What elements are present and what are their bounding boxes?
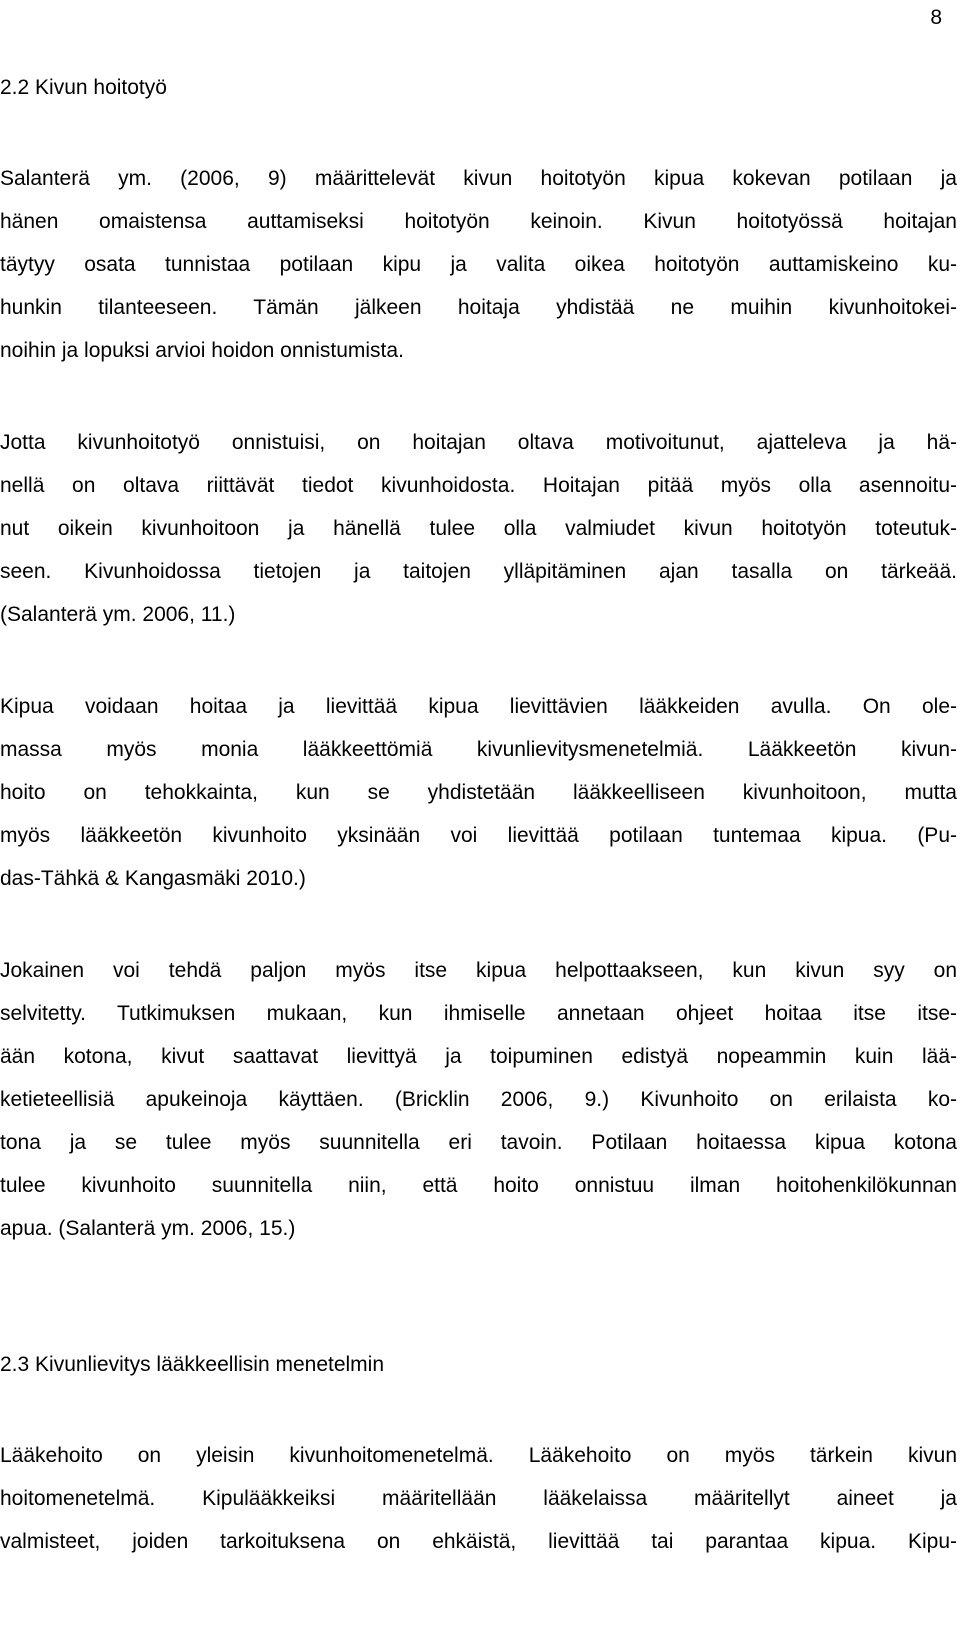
paragraph-line: Lääkehoito on yleisin kivunhoitomenetelmä. Lääkehoito on myös tärkein kivun xyxy=(0,1444,957,1467)
paragraph-line: (Salanterä ym. 2006, 11.) xyxy=(0,603,236,626)
paragraph-line: tona ja se tulee myös suunnitella eri tavoin. Potilaan hoitaessa kipua kotona xyxy=(0,1131,957,1154)
paragraph-line: nut oikein kivunhoitoon ja hänellä tulee olla valmiudet kivun hoitotyön toteutuk- xyxy=(0,517,957,540)
paragraph-line: massa myös monia lääkkeettömiä kivunlievitysmenetelmiä. Lääkkeetön kivun- xyxy=(0,738,957,761)
section-heading: 2.3 Kivunlievitys lääkkeellisin menetelmin xyxy=(0,1353,385,1376)
paragraph-line: Salanterä ym. (2006, 9) määrittelevät kivun hoitotyön kipua kokevan potilaan ja xyxy=(0,167,957,190)
paragraph-line: hunkin tilanteeseen. Tämän jälkeen hoitaja yhdistää ne muihin kivunhoitokei- xyxy=(0,296,957,319)
paragraph-line: noihin ja lopuksi arvioi hoidon onnistumista. xyxy=(0,339,404,362)
paragraph-line: myös lääkkeetön kivunhoito yksinään voi lievittää potilaan tuntemaa kipua. (Pu- xyxy=(0,824,957,847)
paragraph-line: hoitomenetelmä. Kipulääkkeiksi määritellään lääkelaissa määritellyt aineet ja xyxy=(0,1487,957,1510)
paragraph-line: Jotta kivunhoitotyö onnistuisi, on hoitajan oltava motivoitunut, ajatteleva ja hä- xyxy=(0,431,957,454)
paragraph-line: selvitetty. Tutkimuksen mukaan, kun ihmiselle annetaan ohjeet hoitaa itse itse- xyxy=(0,1002,957,1025)
paragraph-line: tulee kivunhoito suunnitella niin, että hoito onnistuu ilman hoitohenkilökunnan xyxy=(0,1174,957,1197)
paragraph-line: täytyy osata tunnistaa potilaan kipu ja valita oikea hoitotyön auttamiskeino ku- xyxy=(0,253,957,276)
paragraph-line: nellä on oltava riittävät tiedot kivunhoidosta. Hoitajan pitää myös olla asennoitu- xyxy=(0,474,957,497)
paragraph-line: seen. Kivunhoidossa tietojen ja taitojen ylläpitäminen ajan tasalla on tärkeää. xyxy=(0,560,957,583)
paragraph-line: valmisteet, joiden tarkoituksena on ehkäistä, lievittää tai parantaa kipua. Kipu- xyxy=(0,1530,957,1553)
paragraph-line: ään kotona, kivut saattavat lievittyä ja toipuminen edistyä nopeammin kuin lää- xyxy=(0,1045,957,1068)
paragraph-line: apua. (Salanterä ym. 2006, 15.) xyxy=(0,1217,296,1240)
section-heading: 2.2 Kivun hoitotyö xyxy=(0,76,167,99)
paragraph-line: hoito on tehokkainta, kun se yhdistetään lääkkeelliseen kivunhoitoon, mutta xyxy=(0,781,957,804)
paragraph-line: Kipua voidaan hoitaa ja lievittää kipua lievittävien lääkkeiden avulla. On ole- xyxy=(0,695,957,718)
paragraph-line: Jokainen voi tehdä paljon myös itse kipua helpottaakseen, kun kivun syy on xyxy=(0,959,957,982)
paragraph-line: ketieteellisiä apukeinoja käyttäen. (Bricklin 2006, 9.) Kivunhoito on erilaista ko- xyxy=(0,1088,957,1111)
paragraph-line: hänen omaistensa auttamiseksi hoitotyön keinoin. Kivun hoitotyössä hoitajan xyxy=(0,210,957,233)
page-number: 8 xyxy=(930,6,942,29)
paragraph-line: das-Tähkä & Kangasmäki 2010.) xyxy=(0,867,306,890)
